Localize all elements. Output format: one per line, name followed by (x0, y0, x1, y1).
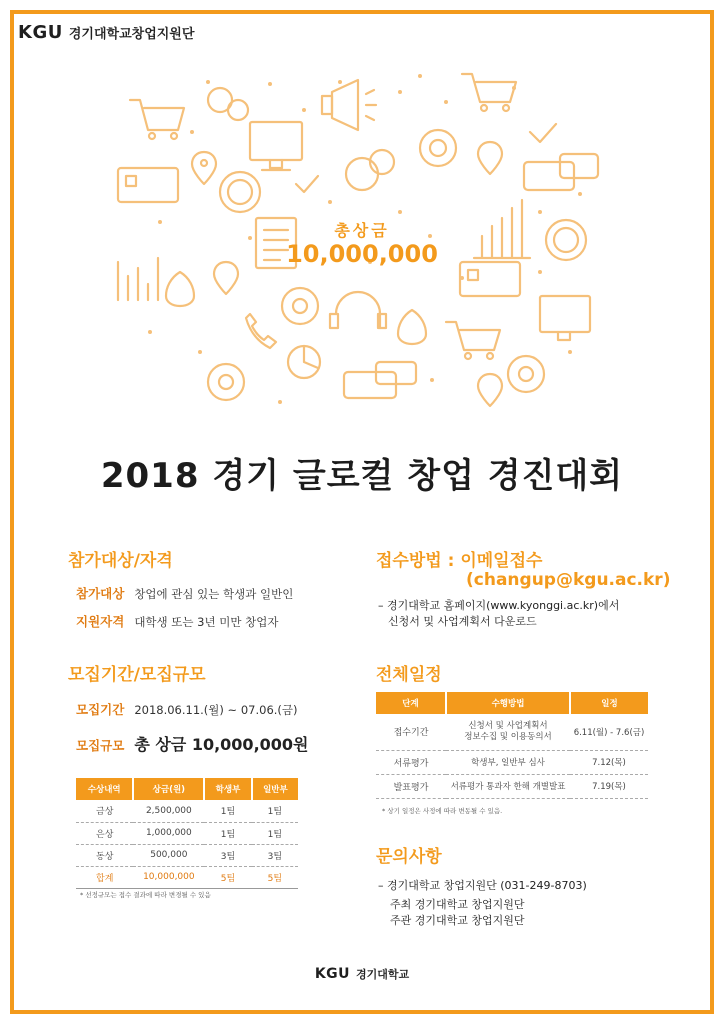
org-name: 경기대학교창업지원단 (68, 27, 195, 42)
location-pin-icon (478, 142, 502, 174)
table-row: 동상 500,000 3팀 3팀 (76, 844, 298, 866)
monitor-icon (540, 296, 590, 340)
check-icon (296, 176, 318, 192)
chat-icon (208, 88, 248, 120)
table-row: 접수기간 신청서 및 사업계획서 정보수집 및 이용동의서 6.11(월) - 7.6(금) (376, 714, 648, 750)
percent-icon (220, 172, 260, 212)
table-header-row: 단계 수행방법 일정 (376, 692, 648, 714)
pie-chart-icon (288, 346, 320, 378)
recruit-heading: 모집기간/모집규모 (68, 665, 206, 685)
contact-line: 주최 경기대학교 창업지원단 (390, 898, 525, 911)
money-bag-icon (398, 310, 426, 344)
apply-line: 신청서 및 사업계획서 다운로드 (388, 615, 537, 628)
prize-note: * 선정규모는 접수 결과에 따라 변경될 수 있음 (80, 891, 211, 899)
apply-email: (changup@kgu.ac.kr) (466, 570, 671, 590)
prize-amount: 10,000,000 (286, 240, 438, 268)
eligibility-row: 참가대상 창업에 관심 있는 학생과 일반인 (76, 586, 294, 601)
contact-line: – 경기대학교 창업지원단 (031-249-8703) (378, 879, 587, 892)
kgu-logo: KGU (314, 966, 351, 982)
gear-icon (208, 364, 244, 400)
gear-icon (282, 288, 318, 324)
phone-icon (246, 314, 276, 348)
apply-heading: 접수방법 : 이메일접수 (376, 551, 543, 571)
contact-heading: 문의사항 (376, 847, 442, 867)
schedule-heading: 전체일정 (376, 665, 442, 685)
eligibility-row: 지원자격 대학생 또는 3년 미만 창업자 (76, 614, 279, 629)
headset-icon (330, 292, 386, 328)
cart-icon (462, 74, 516, 111)
location-pin-icon (478, 374, 502, 406)
recruit-row: 모집규모 총 상금 10,000,000원 (76, 735, 309, 754)
kgu-logo: KGU (18, 22, 63, 43)
chat-icon (524, 154, 598, 190)
location-pin-icon (192, 152, 216, 184)
table-row: 서류평가 학생부, 일반부 심사 7.12(목) (376, 750, 648, 774)
check-icon (530, 124, 556, 142)
schedule-note: * 상기 일정은 사정에 따라 변동될 수 있음. (382, 807, 503, 815)
page-title: 2018 경기 글로컬 창업 경진대회 (100, 456, 624, 496)
chat-icon (344, 362, 416, 398)
monitor-icon (250, 122, 302, 170)
card-icon (118, 168, 178, 202)
header-logo (18, 22, 194, 43)
recruit-row: 모집기간 2018.06.11.(월) ~ 07.06.(금) (76, 702, 298, 717)
eligibility-heading: 참가대상/자격 (68, 551, 173, 571)
chat-icon (346, 150, 394, 190)
table-total-row: 합계 10,000,000 5팀 5팀 (76, 866, 298, 888)
gear-icon (420, 130, 456, 166)
cart-icon (130, 100, 184, 139)
table-row: 금상 2,500,000 1팀 1팀 (76, 800, 298, 822)
gear-icon (508, 356, 544, 392)
prize-label: 총상금 (334, 221, 390, 240)
footer-org-name: 경기대학교 (356, 968, 410, 981)
schedule-table (376, 692, 648, 799)
contact-line: 주관 경기대학교 창업지원단 (390, 914, 525, 927)
table-row: 발표평가 서류평가 통과자 한해 개별발표 7.19(목) (376, 774, 648, 798)
money-bag-icon (166, 272, 194, 306)
table-header-row: 수상내역 상금(원) 학생부 일반부 (76, 778, 298, 800)
cart-icon (446, 322, 500, 359)
table-row: 은상 1,000,000 1팀 1팀 (76, 822, 298, 844)
apply-line: – 경기대학교 홈페이지(www.kyonggi.ac.kr)에서 (378, 599, 620, 612)
footer-logo (0, 966, 724, 982)
megaphone-icon (322, 80, 376, 130)
prize-table (76, 778, 298, 889)
